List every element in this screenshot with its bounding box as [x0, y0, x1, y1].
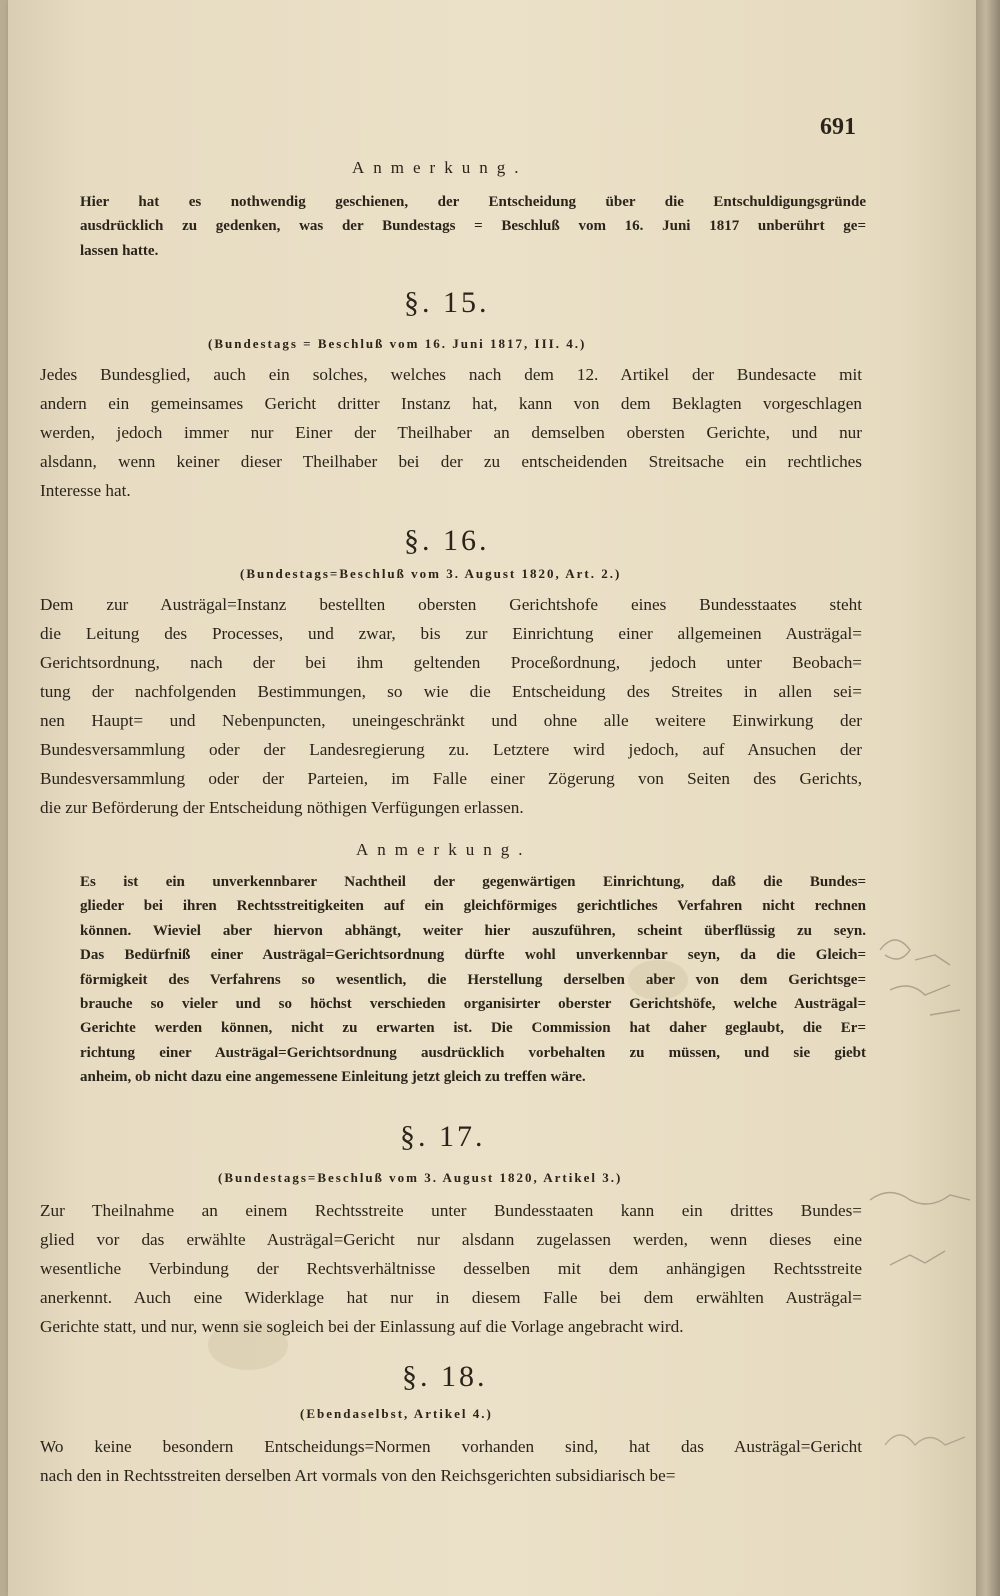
section-source: (Bundestags = Beschluß vom 16. Juni 1817, III. 4.): [208, 336, 587, 351]
text-line: lassen hatte.: [80, 242, 159, 259]
pencil-marginalia: [880, 1420, 970, 1460]
text-line: glieder bei ihren Rechtsstreitigkeiten auf ein gleichförmiges gerichtliches Verfahren nicht rechnen: [80, 898, 866, 915]
text-line: Wo keine besondern Entscheidungs=Normen vorhanden sind, hat das Austrägal=Gericht: [40, 1437, 862, 1456]
text-line: ausdrücklich zu gedenken, was der Bundestags = Beschluß vom 16. Juni 1817 unberührt ge=: [80, 218, 866, 235]
text-line: können. Wieviel aber hiervon abhängt, weiter hier auszuführen, scheint überflüssig zu seyn.: [80, 922, 866, 939]
section-source: (Bundestags=Beschluß vom 3. August 1820, Art. 2.): [240, 566, 622, 581]
text-line: alsdann, wenn keiner dieser Theilhaber bei der zu entscheidenden Streitsache ein rechtliches: [40, 452, 862, 471]
text-line: Gerichte statt, und nur, wenn sie sogleich bei der Einlassung auf die Vorlage angebracht wird.: [40, 1317, 684, 1336]
text-line: nen Haupt= und Nebenpuncten, uneingeschränkt und ohne alle weitere Einwirkung der: [40, 711, 862, 730]
text-line: Bundesversammlung oder der Parteien, im Falle einer Zögerung von Seiten des Gerichts,: [40, 769, 862, 788]
pencil-marginalia: [870, 930, 980, 1030]
text-line: Bundesversammlung oder der Landesregierung zu. Letztere wird jedoch, auf Ansuchen der: [40, 740, 862, 759]
section-body: [40, 1432, 862, 1490]
text-line: Interesse hat.: [40, 481, 131, 500]
text-line: Zur Theilnahme an einem Rechtsstreite unter Bundesstaaten kann ein drittes Bundes=: [40, 1201, 862, 1220]
text-line: richtung einer Austrägal=Gerichtsordnung ausdrücklich vorbehalten zu müssen, und sie giebt: [80, 1044, 866, 1061]
text-line: Dem zur Austrägal=Instanz bestellten obersten Gerichtshofe eines Bundesstaates steht: [40, 595, 862, 614]
page-number: 691: [820, 114, 856, 140]
section-body: [40, 360, 862, 505]
remark-heading: Anmerkung.: [356, 840, 532, 859]
text-line: Es ist ein unverkennbarer Nachtheil der gegenwärtigen Einrichtung, daß die Bundes=: [80, 874, 866, 890]
text-line: brauche so vieler und so höchst verschieden organisirter oberster Gerichtshöfe, welche Austrägal=: [80, 996, 866, 1013]
pencil-marginalia: [860, 1180, 980, 1280]
text-line: Gerichtsordnung, nach der bei ihm geltenden Proceßordnung, jedoch unter Beobach=: [40, 653, 862, 672]
text-line: werden, jedoch immer nur Einer der Theilhaber an demselben obersten Gerichte, und nur: [40, 423, 862, 442]
section-heading: §. 15.: [404, 286, 490, 319]
remark-heading: Anmerkung.: [352, 158, 528, 177]
section-source: (Ebendaselbst, Artikel 4.): [300, 1406, 493, 1421]
text-line: wesentliche Verbindung der Rechtsverhältnisse desselben mit dem anhängigen Rechtsstreite: [40, 1259, 862, 1278]
section-heading: §. 18.: [402, 1360, 488, 1393]
text-line: Jedes Bundesglied, auch ein solches, welches nach dem 12. Artikel der Bundesacte mit: [40, 365, 862, 384]
text-line: die Leitung des Processes, und zwar, bis zur Einrichtung einer allgemeinen Austrägal=: [40, 624, 862, 643]
text-line: andern ein gemeinsames Gericht dritter Instanz hat, kann von dem Beklagten vorgeschlagen: [40, 394, 862, 413]
remark-text: [80, 190, 866, 263]
section-source: (Bundestags=Beschluß vom 3. August 1820, Artikel 3.): [218, 1170, 623, 1185]
text-line: Hier hat es nothwendig geschienen, der Entscheidung über die Entschuldigungsgründe: [80, 194, 866, 210]
text-line: tung der nachfolgenden Bestimmungen, so wie die Entscheidung des Streites in allen sei=: [40, 682, 862, 701]
section-heading: §. 16.: [404, 524, 490, 557]
section-heading: §. 17.: [400, 1120, 486, 1153]
text-line: förmigkeit des Verfahrens so wesentlich, die Herstellung derselben aber von dem Gerichtsge=: [80, 971, 866, 988]
text-line: die zur Beförderung der Entscheidung nöthigen Verfügungen erlassen.: [40, 798, 524, 817]
page-edge: [976, 0, 1000, 1596]
remark-text: [80, 870, 866, 1090]
section-body: [40, 590, 862, 822]
section-body: [40, 1196, 862, 1341]
text-line: nach den in Rechtsstreiten derselben Art vormals von den Reichsgerichten subsidiarisch be=: [40, 1466, 676, 1485]
text-line: Das Bedürfniß einer Austrägal=Gerichtsordnung dürfte wohl unverkennbar seyn, da die Gleich=: [80, 947, 866, 964]
text-line: glied vor das erwählte Austrägal=Gericht nur alsdann zugelassen werden, wenn dieses eine: [40, 1230, 862, 1249]
text-line: Gerichte werden können, nicht zu erwarten ist. Die Commission hat daher geglaubt, die Er=: [80, 1020, 866, 1037]
text-line: anerkennt. Auch eine Widerklage hat nur in diesem Falle bei dem erwählten Austrägal=: [40, 1288, 862, 1307]
text-line: anheim, ob nicht dazu eine angemessene Einleitung jetzt gleich zu treffen wäre.: [80, 1069, 586, 1086]
